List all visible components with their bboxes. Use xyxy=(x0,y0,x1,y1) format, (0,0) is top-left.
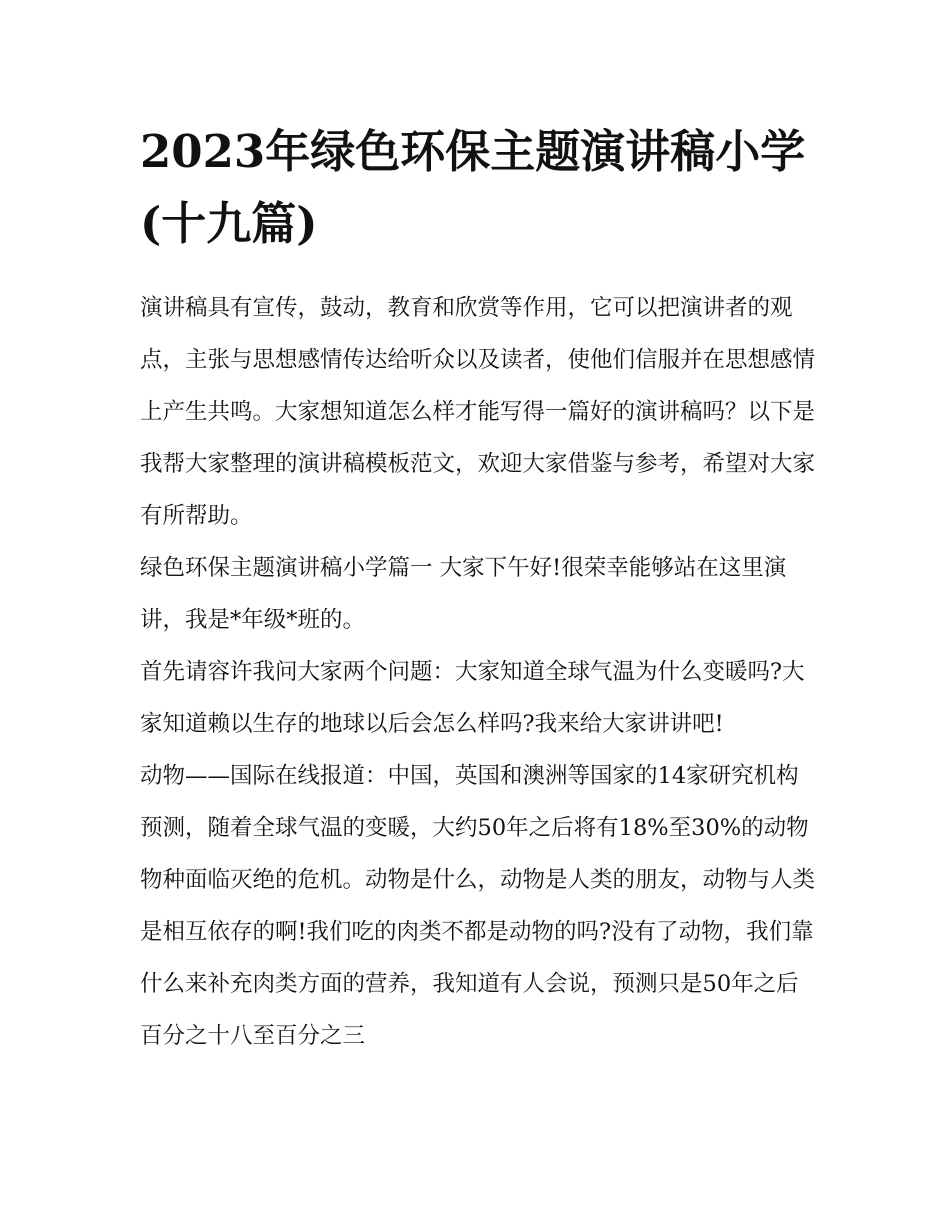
paragraph-questions: 首先请容许我问大家两个问题：大家知道全球气温为什么变暖吗?大家知道赖以生存的地球以后会怎么样吗?我来给大家讲讲吧! xyxy=(140,659,805,737)
document-page xyxy=(140,116,815,1062)
paragraph-intro: 演讲稿具有宣传，鼓动，教育和欣赏等作用，它可以把演讲者的观点，主张与思想感情传达给听众以及读者，使他们信服并在思想感情上产生共鸣。大家想知道怎么样才能写得一篇好的演讲稿吗？以下是我帮大家整理的演讲稿模板范文，欢迎大家借鉴与参考，希望对大家有所帮助。 xyxy=(140,295,816,529)
paragraph-part-one-opening: 绿色环保主题演讲稿小学篇一 大家下午好!很荣幸能够站在这里演讲，我是*年级*班的。 xyxy=(140,555,787,633)
document-title: 2023年绿色环保主题演讲稿小学(十九篇) xyxy=(140,125,806,250)
paragraph-animals: 动物——国际在线报道：中国，英国和澳洲等国家的14家研究机构预测，随着全球气温的变暖，大约50年之后将有18%至30%的动物物种面临灭绝的危机。动物是什么，动物是人类的朋友，动物与人类是相互依存的啊!我们吃的肉类不都是动物的吗?没有了动物，我们靠什么来补充肉类方面的营养，我知道有人会说，预测只是50年之后百分之十八至百分之三 xyxy=(140,763,816,1049)
